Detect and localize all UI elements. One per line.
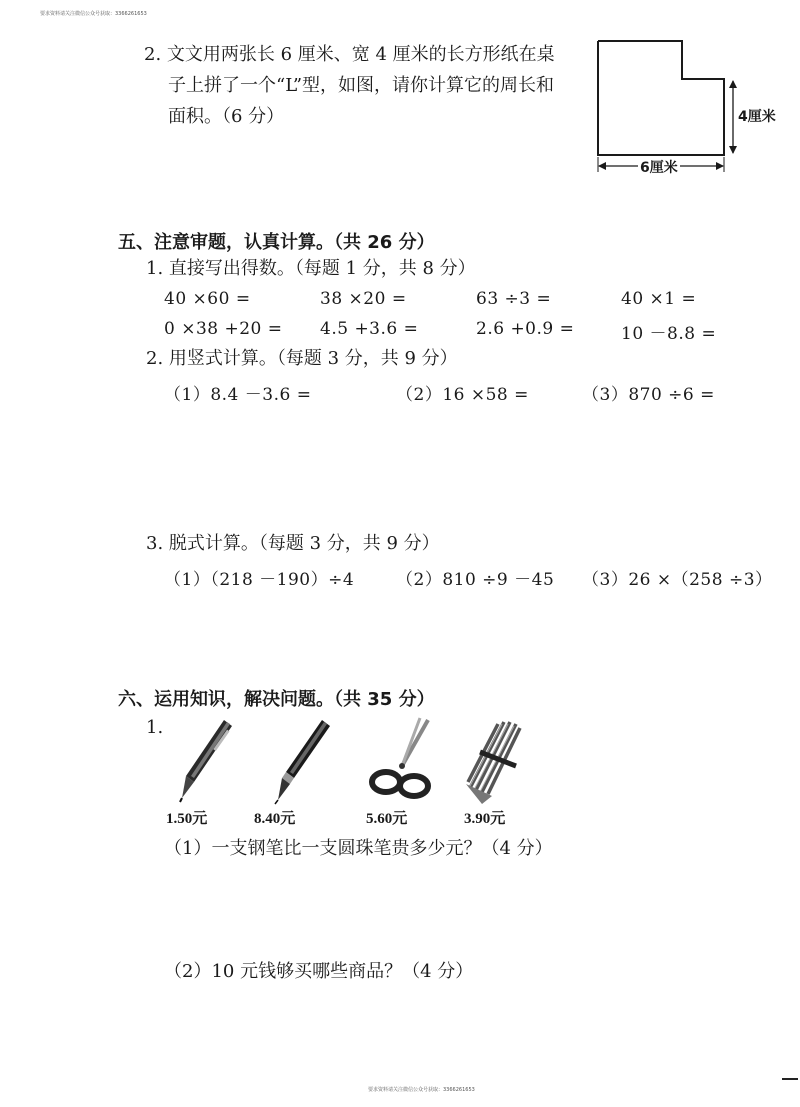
s5-p1-r2c3: 2.6 +0.9 = (476, 319, 575, 339)
section5-title: 五、注意审题，认真计算。（共 26 分） (118, 232, 435, 253)
ballpoint-pen-icon (172, 716, 242, 806)
s5-p3-title: 3. 脱式计算。（每题 3 分，共 9 分） (146, 533, 440, 554)
s5-p2-item1: （1）8.4 －3.6 = (164, 385, 312, 405)
price-4: 3.90元 (464, 811, 506, 827)
pencil-bundle-icon (462, 716, 532, 806)
q2-line1: 2. 文文用两张长 6 厘米、宽 4 厘米的长方形纸在桌 (144, 44, 555, 65)
s5-p2-title: 2. 用竖式计算。（每题 3 分，共 9 分） (146, 348, 458, 369)
s5-p3-item2: （2）810 ÷9 －45 (396, 570, 555, 590)
s6-sub2: （2）10 元钱够买哪些商品？（4 分） (164, 961, 474, 982)
section6-title: 六、运用知识，解决问题。（共 35 分） (118, 689, 435, 710)
scissors-icon (364, 716, 444, 806)
price-3: 5.60元 (366, 811, 408, 827)
s5-p1-r2c1: 0 ×38 +20 = (164, 319, 283, 339)
s5-p3-item3: （3）26 ×（258 ÷3） (582, 570, 773, 590)
page-edge-mark (782, 1078, 798, 1080)
q2-line3: 面积。（6 分） (168, 106, 285, 127)
footer-note: 要求资料请关注微信公众号获取：3366261653 (368, 1087, 475, 1093)
s5-p1-r1c1: 40 ×60 = (164, 289, 251, 309)
s5-p1-r2c4: 10 －8.8 = (621, 324, 717, 344)
price-1: 1.50元 (166, 811, 208, 827)
s6-q1-number: 1. (146, 717, 164, 738)
figure-height-label: 4厘米 (738, 106, 776, 126)
s5-p2-item2: （2）16 ×58 = (396, 385, 529, 405)
header-note: 要求资料请关注微信公众号获取：3366261653 (40, 11, 147, 17)
s5-p1-r1c2: 38 ×20 = (320, 289, 407, 309)
price-2: 8.40元 (254, 811, 296, 827)
figure-width-label: 6厘米 (638, 157, 680, 177)
s6-sub1: （1）一支钢笔比一支圆珠笔贵多少元？（4 分） (164, 838, 553, 859)
s5-p3-item1: （1）（218 －190）÷4 (164, 570, 355, 590)
fountain-pen-icon (266, 716, 336, 806)
q2-line2: 子上拼了一个“L”型，如图，请你计算它的周长和 (168, 75, 555, 96)
s5-p1-r2c2: 4.5 +3.6 = (320, 319, 419, 339)
s5-p1-r1c4: 40 ×1 = (621, 289, 697, 309)
s5-p1-r1c3: 63 ÷3 = (476, 289, 552, 309)
s5-p1-title: 1. 直接写出得数。（每题 1 分，共 8 分） (146, 258, 476, 279)
s5-p2-item3: （3）870 ÷6 = (582, 385, 715, 405)
